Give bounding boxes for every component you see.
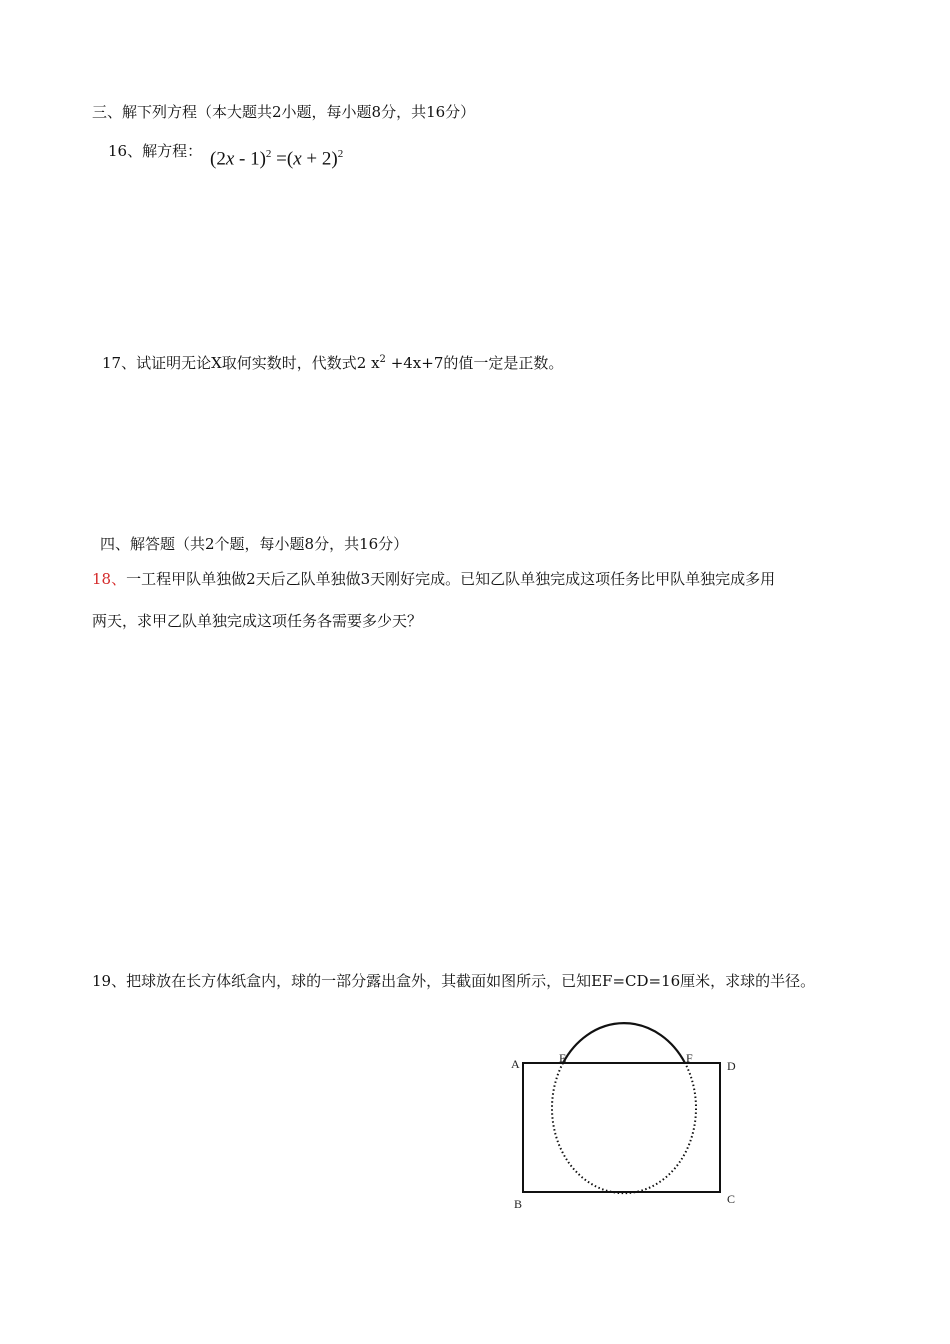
- label-F: F: [686, 1051, 693, 1065]
- q17-exp: 2: [379, 354, 386, 365]
- box-rectangle: [523, 1063, 720, 1192]
- ball-exposed-arc: [563, 1023, 685, 1063]
- q18-text-1: 一工程甲队单独做2天后乙队单独做3天刚好完成。已知乙队单独完成这项任务比甲队单独完成多用: [126, 570, 776, 588]
- q18-line2: 两天，求甲乙队单独完成这项任务各需要多少天？: [92, 612, 423, 630]
- label-E: E: [559, 1051, 567, 1065]
- eq-right-exp: 2: [337, 148, 344, 160]
- label-D: D: [727, 1059, 736, 1073]
- eq-sign: =(: [271, 148, 294, 170]
- section4-heading: 四、解答题（共2个题，每小题8分，共16分）: [100, 535, 409, 553]
- q17-post: +4x+7的值一定是正数。: [385, 354, 564, 372]
- eq-right-rest: + 2): [301, 148, 338, 170]
- eq-right-var: x: [293, 148, 302, 170]
- ball-hidden-arc: [552, 1063, 696, 1193]
- section3-heading: 三、解下列方程（本大题共2小题，每小题8分，共16分）: [92, 103, 476, 121]
- eq-left-open: (2: [210, 148, 226, 170]
- label-B: B: [514, 1197, 523, 1211]
- q18-number: 18、: [92, 570, 127, 588]
- label-C: C: [727, 1192, 736, 1206]
- q19-text: 19、把球放在长方体纸盒内，球的一部分露出盒外，其截面如图所示，已知EF=CD=16厘米，求球的半径。: [92, 972, 816, 990]
- eq-left-var: x: [225, 148, 235, 170]
- eq-left-exp: 2: [265, 148, 272, 160]
- q16-label: 16、解方程：: [108, 142, 203, 160]
- label-A: A: [511, 1057, 520, 1071]
- q17-pre: 17、试证明无论X取何实数时，代数式2 x: [102, 354, 380, 372]
- eq-left-rest: - 1): [234, 148, 266, 170]
